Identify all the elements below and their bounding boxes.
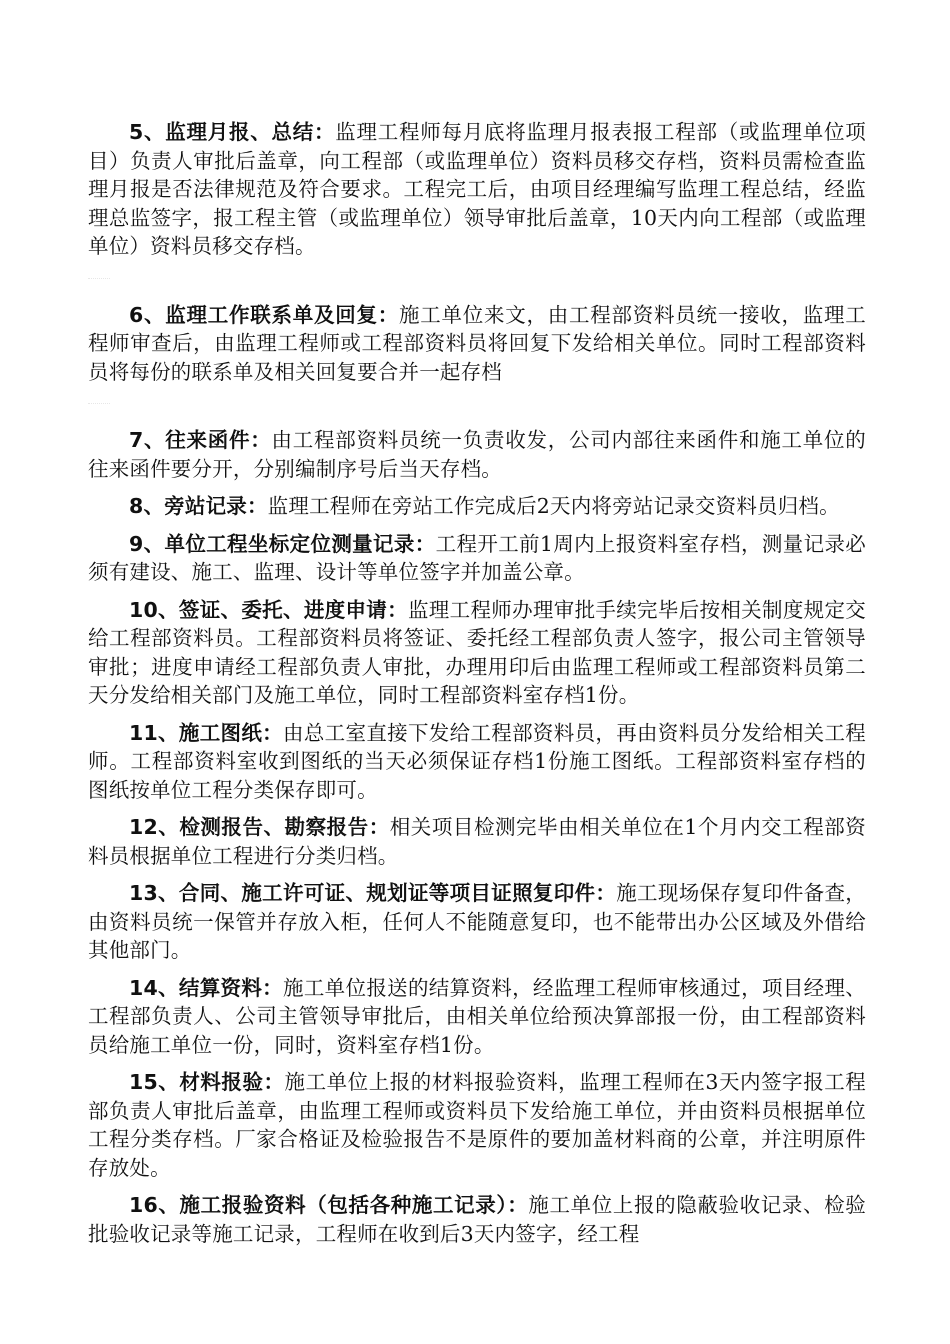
paragraph-8 <box>88 492 866 521</box>
paragraph-text: 监理工程师在旁站工作完成后2天内将旁站记录交资料员归档。 <box>267 494 840 518</box>
paragraph-text: 施工单位上报的材料报验资料，监理工程师在3天内签字报工程部负责人审批后盖章，由监理工程师或资料员下发给施工单位，并由资料员根据单位工程分类存档。厂家合格证及检验报告不是原件的要加盖材料商的公章，并注明原件存放处。 <box>88 1070 866 1180</box>
paragraph-label: 10、签证、委托、进度申请： <box>129 597 408 622</box>
paragraph-7 <box>88 426 866 483</box>
paragraph-label: 13、合同、施工许可证、规划证等项目证照复印件： <box>129 881 617 905</box>
paragraph-label: 8、旁站记录： <box>129 494 268 518</box>
paragraph-label: 12、检测报告、勘察报告： <box>129 815 390 839</box>
paragraph-text: 工程开工前1周内上报资料室存档，测量记录必须有建设、施工、监理、设计等单位签字并加盖公章。 <box>88 531 867 584</box>
paragraph-text: 施工单位来文，由工程部资料员统一接收，监理工程师审查后，由监理工程师或工程部资料员将回复下发给相关单位。同时工程部资料员将每份的联系单及相关回复要合并一起存档 <box>88 302 866 384</box>
paragraph-text: 监理工程师每月底将监理月报表报工程部（或监理单位项目）负责人审批后盖章，向工程部（或监理单位）资料员移交存档，资料员需检查监理月报是否法律规范及符合要求。工程完工后，由项目经理编写监理工程总结，经监理总监签字，报工程主管（或监理单位）领导审批后盖章，10天内向工程部（或监理单位）资料员移交存档。 <box>88 120 867 258</box>
paragraph-text: 监理工程师办理审批手续完毕后按相关制度规定交给工程部资料员。工程部资料员将签证、委托经工程部负责人签字，报公司主管领导审批；进度申请经工程部负责人审批，办理用印后由监理工程师或工程部资料员第二天分发给相关部门及施工单位，同时工程部资料室存档1份。 <box>88 597 867 707</box>
paragraph-label: 16、施工报验资料（包括各种施工记录）： <box>129 1193 529 1217</box>
paragraph-text: 由工程部资料员统一负责收发，公司内部往来函件和施工单位的往来函件要分开，分别编制序号后当天存档。 <box>88 428 866 481</box>
paragraph-label: 6、监理工作联系单及回复： <box>129 302 400 327</box>
paragraph-6 <box>88 301 866 387</box>
paragraph-9 <box>88 530 866 587</box>
paragraph-label: 7、往来函件： <box>129 428 272 452</box>
paragraph-text: 相关项目检测完毕由相关单位在1个月内交工程部资料员根据单位工程进行分类归档。 <box>88 815 866 868</box>
paragraph-text: 施工单位报送的结算资料，经监理工程师审核通过，项目经理、工程部负责人、公司主管领导审批后，由相关单位给预决算部报一份，由工程部资料员给施工单位一份，同时，资料室存档1份。 <box>88 975 866 1057</box>
paragraph-text: 由总工室直接下发给工程部资料员，再由资料员分发给相关工程师。工程部资料室收到图纸的当天必须保证存档1份施工图纸。工程部资料室存档的图纸按单位工程分类保存即可。 <box>88 720 866 802</box>
paragraph-label: 11、施工图纸： <box>129 720 284 745</box>
paragraph-14 <box>88 974 866 1060</box>
paragraph-10 <box>88 596 866 710</box>
paragraph-12 <box>88 813 866 870</box>
document-page <box>88 118 866 1257</box>
faint-mark <box>88 395 110 404</box>
paragraph-label: 14、结算资料： <box>129 975 284 1000</box>
paragraph-label: 15、材料报验： <box>129 1070 285 1094</box>
paragraph-text: 施工单位上报的隐蔽验收记录、检验批验收记录等施工记录，工程师在收到后3天内签字，经工程 <box>88 1193 866 1246</box>
paragraph-13 <box>88 879 866 965</box>
paragraph-text: 施工现场保存复印件备查，由资料员统一保管并存放入柜，任何人不能随意复印，也不能带出办公区域及外借给其他部门。 <box>88 881 866 962</box>
paragraph-label: 9、单位工程坐标定位测量记录： <box>129 531 436 556</box>
faint-mark <box>88 270 110 279</box>
paragraph-label: 5、监理月报、总结： <box>129 120 336 144</box>
paragraph-16 <box>88 1191 866 1248</box>
paragraph-15 <box>88 1068 866 1182</box>
paragraph-11 <box>88 719 866 805</box>
paragraph-5 <box>88 118 866 261</box>
